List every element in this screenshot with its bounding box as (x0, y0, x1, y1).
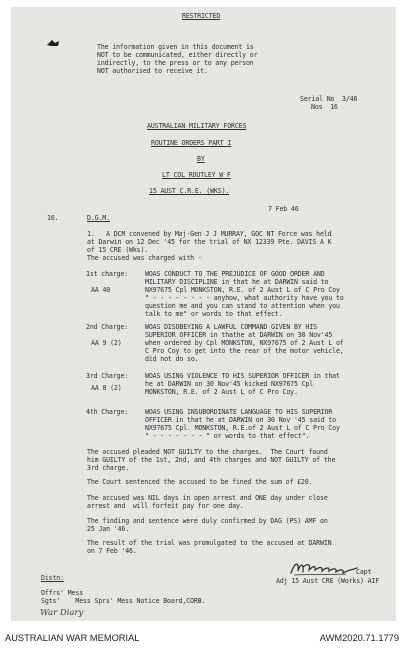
notice-line: NOT to be communicated, either directly or (97, 51, 258, 59)
charge-text-line: WOAS USING VIOLENCE TO HIS SUPERIOR OFFICER in that (145, 372, 340, 380)
outcome-line: arrest and will forfeit pay for one day. (87, 502, 244, 510)
handwritten-signature (288, 558, 360, 578)
charge-text-line: OFFICER in that he at DARWIN on 30 Nov '45 said to (145, 416, 336, 424)
charge-text-line: " - - - - - - - - anyhow, what authority have you to (145, 294, 344, 302)
charge-text-line: when ordered by Cpl MONKSTON, NX97675 of 2 Aust L of (145, 339, 344, 347)
title-line: BY (197, 155, 205, 163)
charge-label: 3rd Charge: (86, 372, 129, 380)
outcome-line: The finding and sentence were duly confirmed by DAG (PS) AMF on (87, 517, 328, 525)
item-paragraph-line: at Darwin on 12 Dec '45 for the trial of NX 12339 Pte. DAVIS A K (87, 238, 332, 246)
charge-text-line: did not do so. (145, 355, 199, 363)
archive-reference: AWM2020.71.1779 (319, 633, 399, 643)
outcome-line: him GUILTY of the 1st, 2nd, and 4th charges and NOT GUILTY of the (87, 456, 336, 464)
classification-heading: RESTRICTED (182, 12, 221, 20)
punch-hole-mark (46, 39, 60, 47)
charge-text-line: talk to me" or words to that effect. (145, 310, 283, 318)
distribution-heading: Distn: (41, 574, 64, 582)
title-line: LT COL ROUTLEY W F (162, 171, 231, 179)
charge-text-line: WOAS DISOBEYING A LAWFUL COMMAND GIVEN BY HIS (145, 323, 317, 331)
title-line: 15 AUST C.R.E. (WKS). (149, 187, 230, 195)
serial-number: Serial No 3/46 (300, 95, 358, 103)
item-paragraph-line: 1. A DCM convened by Maj-Gen J J MURRAY, GOC NT Force was held (87, 230, 332, 238)
outcome-line: The Court sentenced the accused to be fined the sum of £20. (87, 478, 313, 486)
charge-text-line: SUPERIOR OFFICER in thathe at DARWIN on 30 Nov'45 (145, 331, 333, 339)
outcome-line: The result of the trial was promulgated to the accused at DARWIN (87, 539, 332, 547)
title-line: ROUTINE ORDERS PART I (151, 139, 232, 147)
charge-reference: AA 40 (91, 286, 111, 294)
distribution-line: Offrs' Mess (41, 589, 84, 597)
charge-text-line: C Pro Coy to get into the rear of the motor vehicle, (145, 347, 344, 355)
order-date: 7 Feb 46 (268, 205, 299, 213)
charge-text-line: he at DARWIN on 30 Nov'45 kicked NX97675 Cpl (145, 380, 314, 388)
charge-label: 4th Charge: (86, 408, 129, 416)
outcome-line: 25 Jan '46. (87, 525, 130, 533)
charge-text-line: MONKSTON, R.E. of 2 Aust L of C Pro Coy. (145, 388, 298, 396)
archive-credit: AUSTRALIAN WAR MEMORIAL (5, 633, 140, 643)
item-paragraph-line: of 15 CRE (Wks). (87, 246, 149, 254)
outcome-line: The accused was NIL days in open arrest and ONE day under close (87, 494, 328, 502)
charge-text-line: " - - - - - - - " or words to that effect". (145, 432, 310, 440)
charge-text-line: WOAS CONDUCT TO THE PREJUDICE OF GOOD ORDER AND (145, 270, 325, 278)
outcome-line: 3rd charge. (87, 464, 130, 472)
distribution-line: Sgts' Mess Sprs' Mess Notice Board,CORB. (41, 597, 206, 605)
charge-text-line: WOAS USING INSUBORDINATE LANGUAGE TO HIS SUPERIOR (145, 408, 333, 416)
outcome-line: on 7 Feb '46. (87, 547, 137, 555)
item-heading: D.G.M. (87, 214, 110, 222)
signatory-appointment: Adj 15 Aust CRE (Works) AIF (276, 577, 380, 585)
signatory-rank: Capt (356, 568, 372, 576)
item-paragraph-line: The accused was charged with - (87, 254, 202, 262)
charge-label: 1st charge: (86, 270, 129, 278)
notice-line: The information given in this document is (97, 43, 254, 51)
charge-text-line: MILITARY DISCIPLINE in that he at DARWIN said to (145, 278, 329, 286)
order-numbers: Nos 16 (311, 103, 338, 111)
notice-line: indirectly, to the press or to any person (97, 59, 254, 67)
charge-reference: AA 8 (2) (91, 384, 122, 392)
charge-label: 2nd Charge: (86, 323, 129, 331)
handwritten-annotation: War Diary (40, 608, 84, 618)
charge-text-line: NX97675 Cpl MONKSTON, R.E. of 2 Aust L of C Pro Coy (145, 286, 340, 294)
charge-reference: AA 9 (2) (91, 339, 122, 347)
item-number: 16. (47, 214, 59, 222)
charge-text-line: question me and you can stand to attention when you (145, 302, 340, 310)
notice-line: NOT authorised to receive it. (97, 67, 208, 75)
charge-text-line: NX97675 Cpl. MONKSTON, R.E.of 2 Aust L of C Pro Coy (145, 424, 340, 432)
title-line: AUSTRALIAN MILITARY FORCES (147, 122, 247, 130)
outcome-line: The accused pleaded NOT GUILTY to the charges. The Court found (87, 448, 328, 456)
